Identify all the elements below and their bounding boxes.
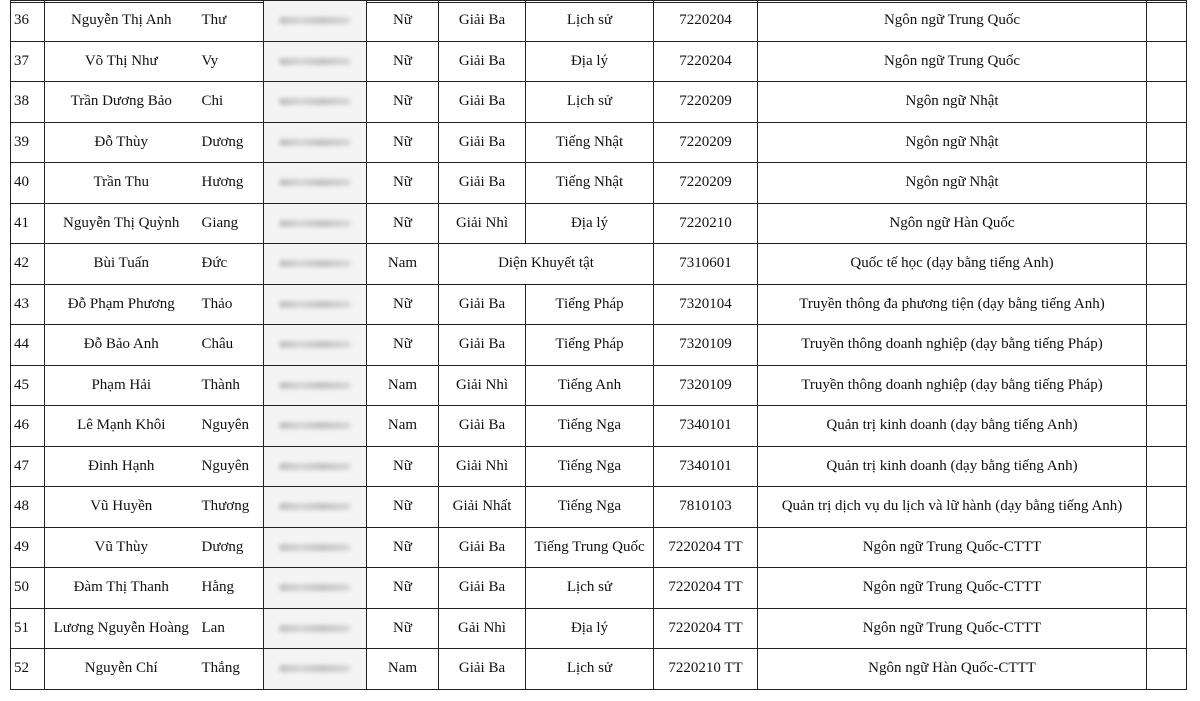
table-row <box>11 446 1187 487</box>
gender: Nữ <box>367 608 439 649</box>
given-name: Lan <box>198 608 264 649</box>
table-body <box>11 1 1187 690</box>
major-code: 7340101 <box>654 446 758 487</box>
family-name: Nguyễn Thị Quỳnh <box>45 203 198 244</box>
gender: Nữ <box>367 163 439 204</box>
row-number: 42 <box>11 244 45 285</box>
notes <box>1147 446 1187 487</box>
major-name: Truyền thông doanh nghiệp (dạy bằng tiếng Pháp) <box>758 365 1147 406</box>
award: Giải Nhất <box>439 487 526 528</box>
notes <box>1147 406 1187 447</box>
major-code: 7220210 <box>654 203 758 244</box>
subject: Địa lý <box>526 41 654 82</box>
gender: Nam <box>367 406 439 447</box>
row-number: 47 <box>11 446 45 487</box>
notes <box>1147 608 1187 649</box>
table-row <box>11 527 1187 568</box>
major-name: Ngôn ngữ Nhật <box>758 82 1147 123</box>
subject: Tiếng Nhật <box>526 163 654 204</box>
major-code: 7340101 <box>654 406 758 447</box>
date-of-birth-redacted <box>264 82 367 123</box>
table-row <box>11 284 1187 325</box>
given-name: Châu <box>198 325 264 366</box>
subject: Tiếng Nhật <box>526 122 654 163</box>
redacted-dob-blur <box>279 422 351 429</box>
redacted-dob-blur <box>279 139 351 146</box>
award: Giải Ba <box>439 568 526 609</box>
family-name: Trần Dương Bảo <box>45 82 198 123</box>
notes <box>1147 122 1187 163</box>
family-name: Võ Thị Như <box>45 41 198 82</box>
gender: Nữ <box>367 203 439 244</box>
major-name: Quản trị dịch vụ du lịch và lữ hành (dạy bằng tiếng Anh) <box>758 487 1147 528</box>
notes <box>1147 365 1187 406</box>
given-name: Giang <box>198 203 264 244</box>
notes <box>1147 649 1187 690</box>
major-code: 7220209 <box>654 122 758 163</box>
date-of-birth-redacted <box>264 163 367 204</box>
major-name: Ngôn ngữ Trung Quốc <box>758 1 1147 42</box>
major-name: Ngôn ngữ Hàn Quốc <box>758 203 1147 244</box>
redacted-dob-blur <box>279 665 351 672</box>
major-name: Truyền thông đa phương tiện (dạy bằng tiếng Anh) <box>758 284 1147 325</box>
major-code: 7310601 <box>654 244 758 285</box>
date-of-birth-redacted <box>264 365 367 406</box>
major-code: 7220210 TT <box>654 649 758 690</box>
redacted-dob-blur <box>279 625 351 632</box>
redacted-dob-blur <box>279 463 351 470</box>
subject: Tiếng Pháp <box>526 284 654 325</box>
table-row <box>11 568 1187 609</box>
subject: Lịch sử <box>526 649 654 690</box>
award: Giải Nhì <box>439 365 526 406</box>
major-name: Ngôn ngữ Trung Quốc-CTTT <box>758 568 1147 609</box>
subject: Lịch sử <box>526 568 654 609</box>
notes <box>1147 1 1187 42</box>
redacted-dob-blur <box>279 58 351 65</box>
award: Giải Ba <box>439 41 526 82</box>
gender: Nữ <box>367 1 439 42</box>
gender: Nữ <box>367 82 439 123</box>
date-of-birth-redacted <box>264 487 367 528</box>
redacted-dob-blur <box>279 382 351 389</box>
date-of-birth-redacted <box>264 41 367 82</box>
redacted-dob-blur <box>279 584 351 591</box>
major-name: Truyền thông doanh nghiệp (dạy bằng tiếng Pháp) <box>758 325 1147 366</box>
table-row <box>11 244 1187 285</box>
date-of-birth-redacted <box>264 527 367 568</box>
notes <box>1147 244 1187 285</box>
subject: Địa lý <box>526 203 654 244</box>
row-number: 40 <box>11 163 45 204</box>
family-name: Bùi Tuấn <box>45 244 198 285</box>
table-row <box>11 406 1187 447</box>
table-row <box>11 163 1187 204</box>
table-row <box>11 608 1187 649</box>
award: Giải Ba <box>439 1 526 42</box>
date-of-birth-redacted <box>264 406 367 447</box>
date-of-birth-redacted <box>264 608 367 649</box>
given-name: Thư <box>198 1 264 42</box>
row-number: 41 <box>11 203 45 244</box>
major-code: 7810103 <box>654 487 758 528</box>
notes <box>1147 568 1187 609</box>
given-name: Nguyên <box>198 406 264 447</box>
admission-category: Diện Khuyết tật <box>439 244 654 285</box>
family-name: Nguyễn Thị Anh <box>45 1 198 42</box>
redacted-dob-blur <box>279 301 351 308</box>
row-number: 46 <box>11 406 45 447</box>
major-code: 7320104 <box>654 284 758 325</box>
table-row <box>11 649 1187 690</box>
award: Giải Ba <box>439 527 526 568</box>
table-row <box>11 325 1187 366</box>
table-row <box>11 203 1187 244</box>
row-number: 37 <box>11 41 45 82</box>
given-name: Thảo <box>198 284 264 325</box>
date-of-birth-redacted <box>264 244 367 285</box>
given-name: Thương <box>198 487 264 528</box>
family-name: Lương Nguyễn Hoàng <box>45 608 198 649</box>
table-row <box>11 41 1187 82</box>
major-name: Quản trị kinh doanh (dạy bằng tiếng Anh) <box>758 446 1147 487</box>
gender: Nữ <box>367 284 439 325</box>
family-name: Phạm Hải <box>45 365 198 406</box>
redacted-dob-blur <box>279 260 351 267</box>
given-name: Dương <box>198 527 264 568</box>
gender: Nữ <box>367 568 439 609</box>
notes <box>1147 284 1187 325</box>
date-of-birth-redacted <box>264 568 367 609</box>
date-of-birth-redacted <box>264 284 367 325</box>
family-name: Lê Mạnh Khôi <box>45 406 198 447</box>
major-code: 7220204 TT <box>654 568 758 609</box>
gender: Nữ <box>367 122 439 163</box>
major-code: 7320109 <box>654 365 758 406</box>
award: Giải Ba <box>439 649 526 690</box>
row-number: 49 <box>11 527 45 568</box>
family-name: Đỗ Phạm Phương <box>45 284 198 325</box>
major-name: Ngôn ngữ Trung Quốc-CTTT <box>758 608 1147 649</box>
given-name: Vy <box>198 41 264 82</box>
row-number: 50 <box>11 568 45 609</box>
redacted-dob-blur <box>279 341 351 348</box>
redacted-dob-blur <box>279 503 351 510</box>
major-name: Ngôn ngữ Trung Quốc <box>758 41 1147 82</box>
gender: Nữ <box>367 446 439 487</box>
family-name: Đỗ Thùy <box>45 122 198 163</box>
subject: Tiếng Nga <box>526 446 654 487</box>
subject: Tiếng Anh <box>526 365 654 406</box>
notes <box>1147 82 1187 123</box>
given-name: Hằng <box>198 568 264 609</box>
given-name: Chi <box>198 82 264 123</box>
gender: Nam <box>367 244 439 285</box>
gender: Nam <box>367 365 439 406</box>
family-name: Vũ Thùy <box>45 527 198 568</box>
family-name: Vũ Huyền <box>45 487 198 528</box>
major-name: Ngôn ngữ Hàn Quốc-CTTT <box>758 649 1147 690</box>
subject: Tiếng Pháp <box>526 325 654 366</box>
row-number: 45 <box>11 365 45 406</box>
major-name: Quản trị kinh doanh (dạy bằng tiếng Anh) <box>758 406 1147 447</box>
subject: Địa lý <box>526 608 654 649</box>
major-name: Ngôn ngữ Nhật <box>758 122 1147 163</box>
given-name: Đức <box>198 244 264 285</box>
notes <box>1147 325 1187 366</box>
date-of-birth-redacted <box>264 649 367 690</box>
award: Giải Nhì <box>439 446 526 487</box>
major-code: 7220204 TT <box>654 527 758 568</box>
award: Giải Ba <box>439 82 526 123</box>
subject: Lịch sử <box>526 1 654 42</box>
given-name: Thắng <box>198 649 264 690</box>
date-of-birth-redacted <box>264 446 367 487</box>
award: Giải Ba <box>439 406 526 447</box>
notes <box>1147 41 1187 82</box>
notes <box>1147 527 1187 568</box>
award: Giải Ba <box>439 163 526 204</box>
date-of-birth-redacted <box>264 122 367 163</box>
notes <box>1147 203 1187 244</box>
given-name: Thành <box>198 365 264 406</box>
award: Giải Ba <box>439 284 526 325</box>
row-number: 36 <box>11 1 45 42</box>
family-name: Đinh Hạnh <box>45 446 198 487</box>
redacted-dob-blur <box>279 98 351 105</box>
major-code: 7320109 <box>654 325 758 366</box>
notes <box>1147 163 1187 204</box>
award: Giải Ba <box>439 325 526 366</box>
major-code: 7220204 <box>654 41 758 82</box>
table-row <box>11 365 1187 406</box>
subject: Lịch sử <box>526 82 654 123</box>
major-code: 7220209 <box>654 82 758 123</box>
redacted-dob-blur <box>279 17 351 24</box>
row-number: 52 <box>11 649 45 690</box>
gender: Nam <box>367 649 439 690</box>
family-name: Đỗ Bảo Anh <box>45 325 198 366</box>
major-code: 7220209 <box>654 163 758 204</box>
major-name: Ngôn ngữ Trung Quốc-CTTT <box>758 527 1147 568</box>
major-code: 7220204 TT <box>654 608 758 649</box>
family-name: Nguyễn Chí <box>45 649 198 690</box>
award: Gải Nhì <box>439 608 526 649</box>
notes <box>1147 487 1187 528</box>
date-of-birth-redacted <box>264 203 367 244</box>
given-name: Nguyên <box>198 446 264 487</box>
date-of-birth-redacted <box>264 1 367 42</box>
date-of-birth-redacted <box>264 325 367 366</box>
table-row <box>11 487 1187 528</box>
row-number: 43 <box>11 284 45 325</box>
major-name: Ngôn ngữ Nhật <box>758 163 1147 204</box>
gender: Nữ <box>367 325 439 366</box>
row-number: 51 <box>11 608 45 649</box>
row-number: 48 <box>11 487 45 528</box>
gender: Nữ <box>367 527 439 568</box>
given-name: Hương <box>198 163 264 204</box>
table-row <box>11 122 1187 163</box>
gender: Nữ <box>367 487 439 528</box>
subject: Tiếng Trung Quốc <box>526 527 654 568</box>
table-row <box>11 82 1187 123</box>
award: Giải Nhì <box>439 203 526 244</box>
family-name: Trần Thu <box>45 163 198 204</box>
award: Giải Ba <box>439 122 526 163</box>
student-list-table <box>10 0 1187 690</box>
redacted-dob-blur <box>279 544 351 551</box>
subject: Tiếng Nga <box>526 406 654 447</box>
redacted-dob-blur <box>279 220 351 227</box>
family-name: Đàm Thị Thanh <box>45 568 198 609</box>
table-row <box>11 1 1187 42</box>
gender: Nữ <box>367 41 439 82</box>
subject: Tiếng Nga <box>526 487 654 528</box>
given-name: Dương <box>198 122 264 163</box>
major-name: Quốc tế học (dạy bằng tiếng Anh) <box>758 244 1147 285</box>
redacted-dob-blur <box>279 179 351 186</box>
row-number: 39 <box>11 122 45 163</box>
row-number: 44 <box>11 325 45 366</box>
major-code: 7220204 <box>654 1 758 42</box>
row-number: 38 <box>11 82 45 123</box>
